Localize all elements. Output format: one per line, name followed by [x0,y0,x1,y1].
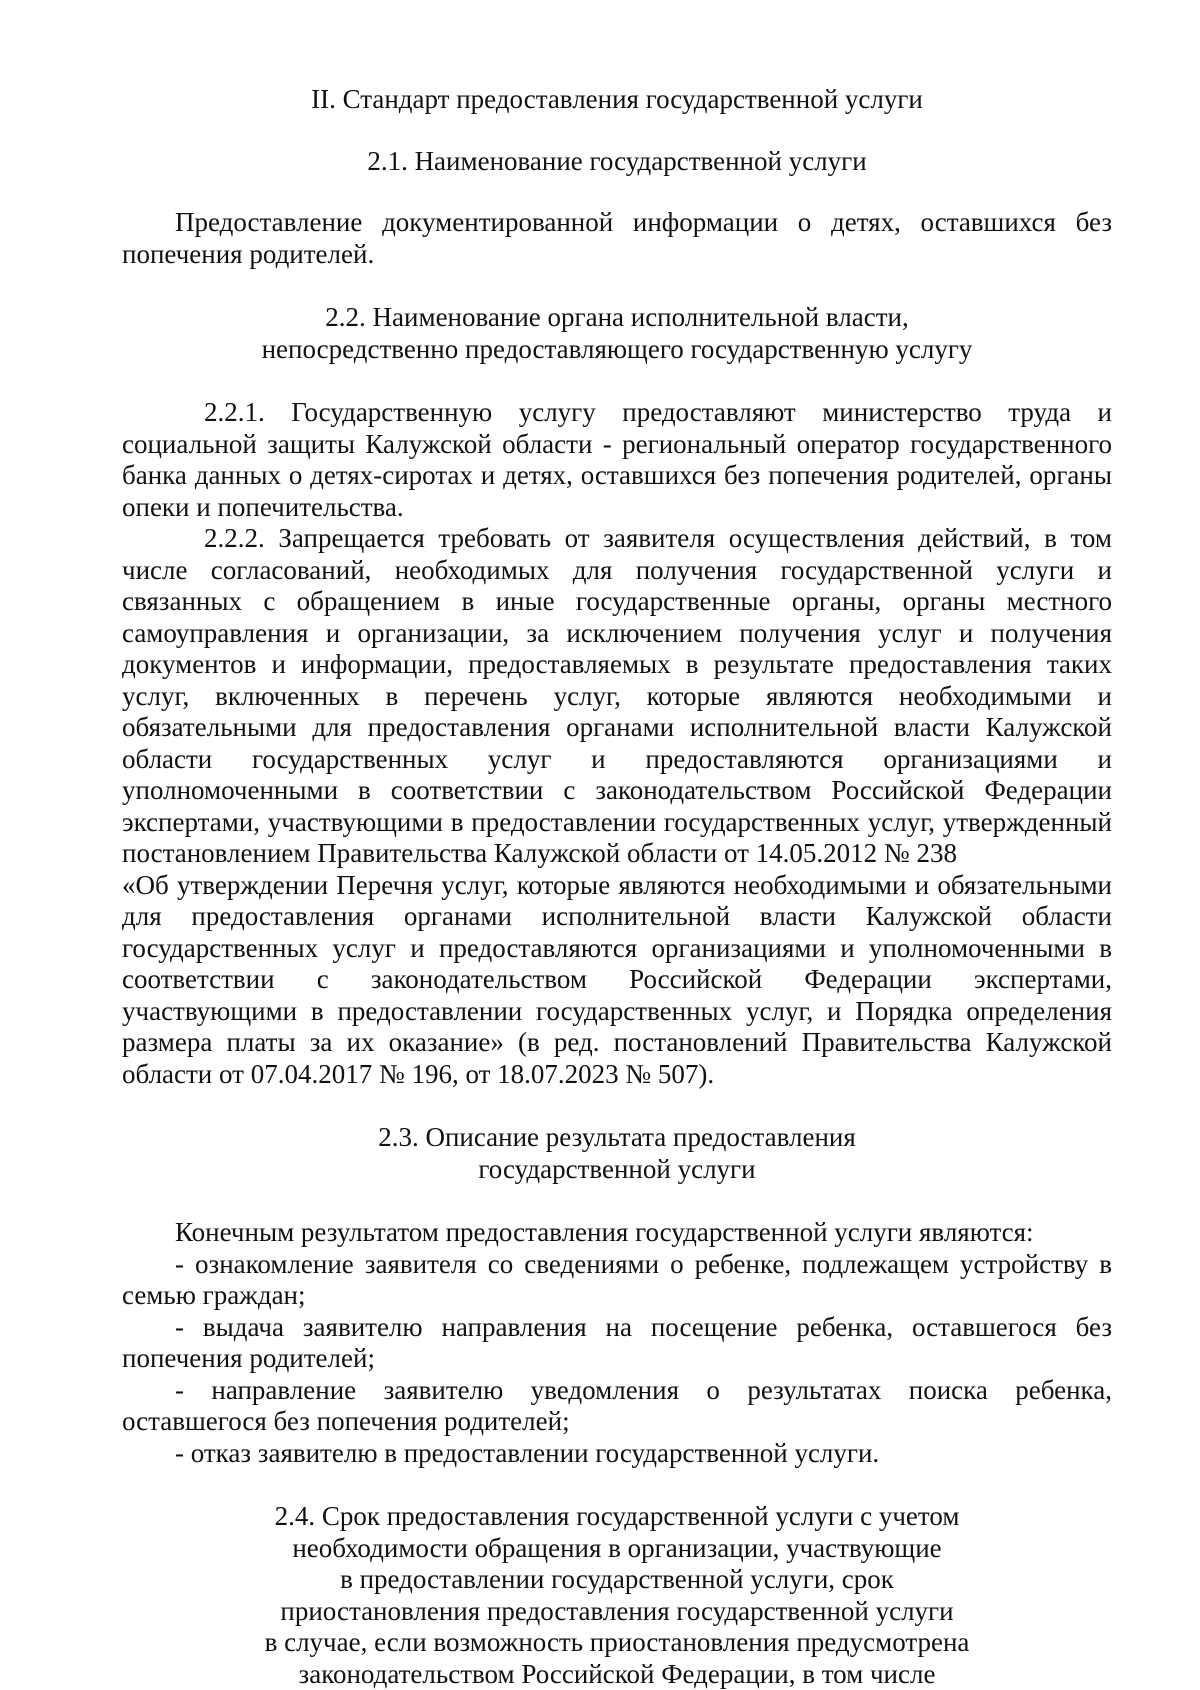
section-title: II. Стандарт предоставления государственной услуги [122,84,1112,116]
heading-2-4-line: приостановления предоставления государственной услуги [122,1596,1112,1628]
paragraph-2-1: Предоставление документированной информации о детях, оставшихся без попечения родителей. [122,207,1112,270]
heading-2-2-line1: 2.2. Наименование органа исполнительной власти, [122,302,1112,334]
list-item: - выдача заявителю направления на посещение ребенка, оставшегося без попечения родителей; [122,1312,1112,1375]
paragraph-2-2-2-continued: «Об утверждении Перечня услуг, которые являются необходимыми и обязательными для предоставления органами исполнительной власти Калужской области государственных услуг и предоставляются организациями и уполномоченными в соответствии с законодательством Российской Федерации экспертами, участвующими в предоставлении государственных услуг, и Порядка определения размера платы за их оказание» (в ред. постановлений Правительства Калужской области от 07.04.2017 № 196, от 18.07.2023 № 507). [122,870,1112,1091]
list-item: - направление заявителю уведомления о результатах поиска ребенка, оставшегося без попечения родителей; [122,1375,1112,1438]
paragraph-2-2-1: 2.2.1. Государственную услугу предоставляют министерство труда и социальной защиты Калужской области - региональный оператор государственного банка данных о детях-сиротах и детях, оставшихся без попечения родителей, органы опеки и попечительства. [122,397,1112,523]
heading-2-4-line: 2.4. Срок предоставления государственной услуги с учетом [122,1501,1112,1533]
heading-2-4 [122,1501,1112,1690]
heading-2-4-line: в случае, если возможность приостановления предусмотрена [122,1627,1112,1659]
heading-2-1: 2.1. Наименование государственной услуги [122,146,1112,178]
heading-2-2-line2: непосредственно предоставляющего государственную услугу [122,334,1112,366]
heading-2-3-line1: 2.3. Описание результата предоставления [122,1122,1112,1154]
list-item: - ознакомление заявителя со сведениями о ребенке, подлежащем устройству в семью граждан; [122,1249,1112,1312]
heading-2-4-line: необходимости обращения в организации, участвующие [122,1533,1112,1565]
heading-2-4-line: в предоставлении государственной услуги, срок [122,1564,1112,1596]
paragraph-2-3-intro: Конечным результатом предоставления государственной услуги являются: [122,1217,1112,1249]
heading-2-3-line2: государственной услуги [122,1154,1112,1186]
heading-2-4-line: законодательством Российской Федерации, в том числе [122,1659,1112,1690]
list-item: - отказ заявителю в предоставлении государственной услуги. [122,1438,1112,1470]
paragraph-2-2-2: 2.2.2. Запрещается требовать от заявителя осуществления действий, в том числе согласований, необходимых для получения государственной услуги и связанных с обращением в иные государственные органы, органы местного самоуправления и организации, за исключением получения услуг и получения документов и информации, предоставляемых в результате предоставления таких услуг, включенных в перечень услуг, которые являются необходимыми и обязательными для предоставления органами исполнительной власти Калужской области государственных услуг и предоставляются организациями и уполномоченными в соответствии с законодательством Российской Федерации экспертами, участвующими в предоставлении государственных услуг, утвержденный постановлением Правительства Калужской области от 14.05.2012 № 238 [122,523,1112,870]
